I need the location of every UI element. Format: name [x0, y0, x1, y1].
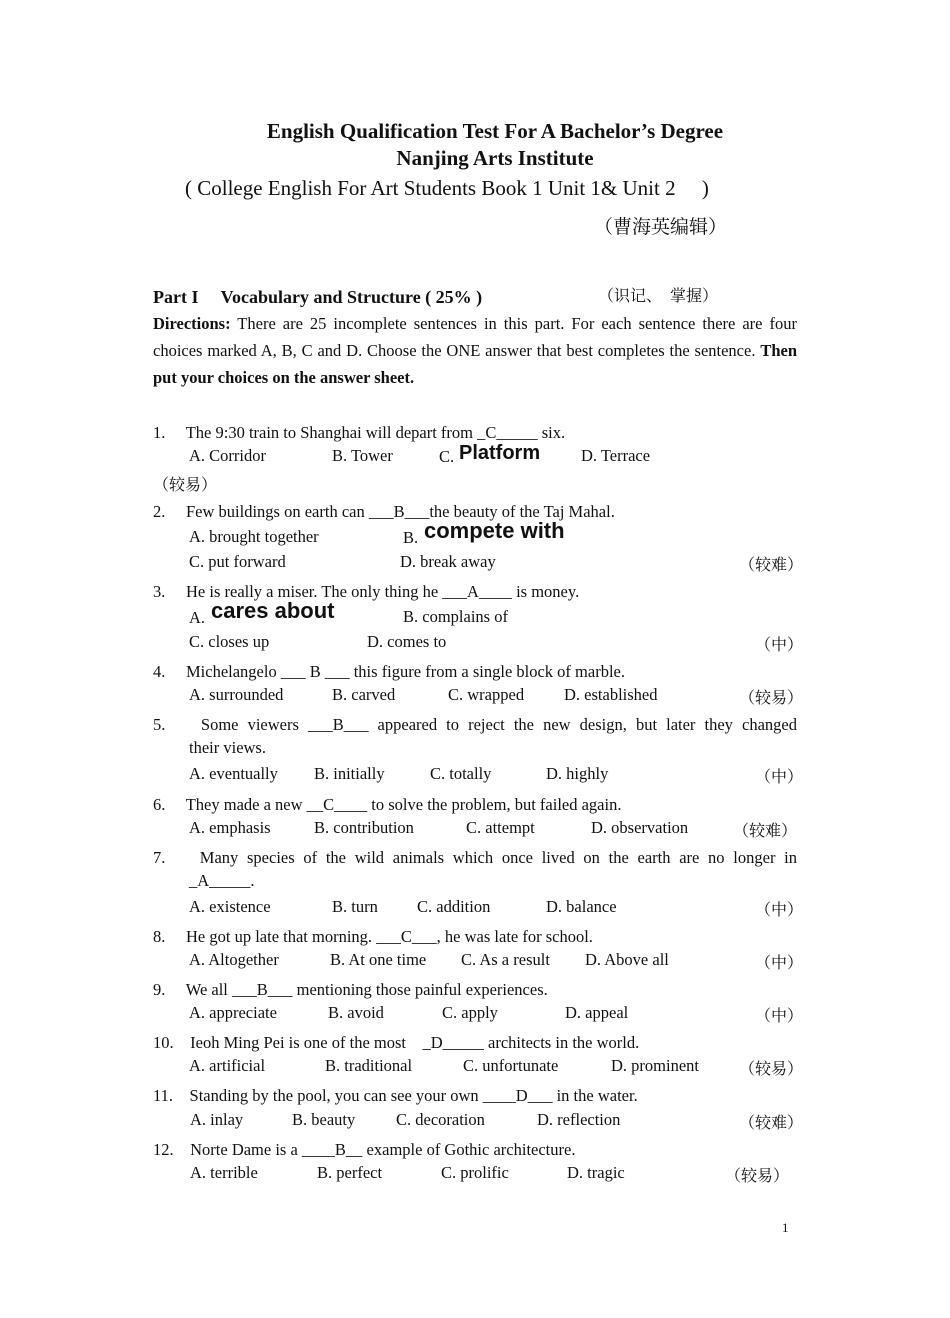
- option-a: A. Corridor: [189, 446, 266, 465]
- option-d: D. break away: [400, 552, 496, 571]
- option-d: D. Above all: [585, 950, 669, 969]
- option-c: C. decoration: [396, 1110, 485, 1129]
- question-stem-continued: their views.: [189, 738, 266, 757]
- question-stem: 1. The 9:30 train to Shanghai will depart from _C_____ six.: [153, 423, 566, 442]
- difficulty-label: （中）: [755, 635, 804, 654]
- option-c: C. prolific: [441, 1163, 509, 1182]
- option-b: B. carved: [332, 685, 396, 704]
- directions-text: There are 25 incomplete sentences in this part. For each sentence there are four choices marked A, B, C and D. Choose the ONE answer that best completes the sentence.: [153, 314, 797, 360]
- question-stem: 8. He got up late that morning. ___C___, he was late for school.: [153, 927, 593, 946]
- part-heading: Part I Vocabulary and Structure ( 25% ): [153, 287, 483, 307]
- option-b: B. initially: [314, 764, 385, 783]
- option-c: C. attempt: [466, 818, 535, 837]
- question-stem: 6. They made a new __C____ to solve the problem, but failed again.: [153, 795, 622, 814]
- option-c: C. totally: [430, 764, 492, 783]
- option-a-answer: cares about: [211, 598, 335, 623]
- option-b-answer: compete with: [424, 518, 565, 543]
- option-a: A. surrounded: [189, 685, 284, 704]
- option-d: D. balance: [546, 897, 617, 916]
- question-stem: 12. Norte Dame is a ____B__ example of Gothic architecture.: [153, 1140, 576, 1159]
- question-stem: 5. Some viewers ___B___ appeared to reject the new design, but later they changed: [153, 715, 797, 734]
- option-c: C. addition: [417, 897, 491, 916]
- difficulty-label: （较易）: [153, 475, 218, 494]
- question-stem: 2. Few buildings on earth can ___B___the beauty of the Taj Mahal.: [153, 502, 615, 521]
- option-a: A. terrible: [190, 1163, 258, 1182]
- editor-credit: （曹海英编辑）: [594, 216, 728, 238]
- difficulty-label: （较难）: [739, 555, 804, 574]
- question-stem: 10. Ieoh Ming Pei is one of the most _D_____ architects in the world.: [153, 1033, 640, 1052]
- difficulty-label: （较易）: [725, 1166, 790, 1185]
- question-stem: 9. We all ___B___ mentioning those painful experiences.: [153, 980, 548, 999]
- option-b: B. contribution: [314, 818, 414, 837]
- difficulty-label: （中）: [755, 1006, 804, 1025]
- question-stem: 4. Michelangelo ___ B ___ this figure from a single block of marble.: [153, 662, 625, 681]
- question-stem: 3. He is really a miser. The only thing he ___A____ is money.: [153, 582, 580, 601]
- option-a: A. emphasis: [189, 818, 271, 837]
- option-a: A. Altogether: [189, 950, 279, 969]
- option-c: C. put forward: [189, 552, 286, 571]
- directions-paragraph: [153, 310, 797, 391]
- option-b: B. beauty: [292, 1110, 356, 1129]
- option-b: B. traditional: [325, 1056, 413, 1075]
- option-d: D. Terrace: [581, 446, 651, 465]
- part-tag: （识记、 掌握）: [598, 286, 719, 305]
- directions-label: Directions:: [153, 314, 231, 333]
- difficulty-label: （较难）: [739, 1113, 804, 1132]
- option-b: B. At one time: [330, 950, 427, 969]
- option-d: D. observation: [591, 818, 689, 837]
- course-subtitle: ( College English For Art Students Book 1 Unit 1& Unit 2 ): [185, 176, 709, 200]
- option-d: D. established: [564, 685, 658, 704]
- option-a-prefix: A.: [189, 608, 206, 627]
- option-b-prefix: B.: [403, 528, 419, 547]
- difficulty-label: （较易）: [739, 1059, 804, 1078]
- institute-name: Nanjing Arts Institute: [396, 146, 594, 170]
- question-stem-continued: _A_____.: [189, 871, 255, 890]
- option-a: A. existence: [189, 897, 271, 916]
- option-c-answer: Platform: [459, 442, 541, 464]
- option-b: B. avoid: [328, 1003, 384, 1022]
- document-title: English Qualification Test For A Bachelor’s Degree: [266, 119, 724, 143]
- difficulty-label: （中）: [755, 767, 804, 786]
- option-d: D. reflection: [537, 1110, 621, 1129]
- difficulty-label: （中）: [755, 900, 804, 919]
- option-b: B. turn: [332, 897, 378, 916]
- option-a: A. inlay: [190, 1110, 244, 1129]
- difficulty-label: （较难）: [733, 821, 798, 840]
- option-c: C. wrapped: [448, 685, 525, 704]
- option-d: D. appeal: [565, 1003, 629, 1022]
- option-d: D. comes to: [367, 632, 447, 651]
- option-b: B. Tower: [332, 446, 393, 465]
- difficulty-label: （较易）: [739, 688, 804, 707]
- option-c-prefix: C.: [439, 447, 455, 466]
- option-d: D. prominent: [611, 1056, 699, 1075]
- option-d: D. highly: [546, 764, 609, 783]
- option-b: B. complains of: [403, 607, 508, 626]
- page-number: 1: [782, 1220, 789, 1235]
- option-c: C. closes up: [189, 632, 270, 651]
- question-stem: 11. Standing by the pool, you can see your own ____D___ in the water.: [153, 1086, 638, 1105]
- option-d: D. tragic: [567, 1163, 625, 1182]
- option-c: C. apply: [442, 1003, 498, 1022]
- option-c: C. As a result: [461, 950, 550, 969]
- question-stem: 7. Many species of the wild animals which once lived on the earth are no longer in: [153, 848, 797, 867]
- option-a: A. brought together: [189, 527, 319, 546]
- option-b: B. perfect: [317, 1163, 383, 1182]
- difficulty-label: （中）: [755, 953, 804, 972]
- option-c: C. unfortunate: [463, 1056, 559, 1075]
- option-a: A. eventually: [189, 764, 278, 783]
- option-a: A. artificial: [189, 1056, 266, 1075]
- directions-bold: Then put your choices on the answer sheet.: [153, 341, 797, 387]
- option-a: A. appreciate: [189, 1003, 277, 1022]
